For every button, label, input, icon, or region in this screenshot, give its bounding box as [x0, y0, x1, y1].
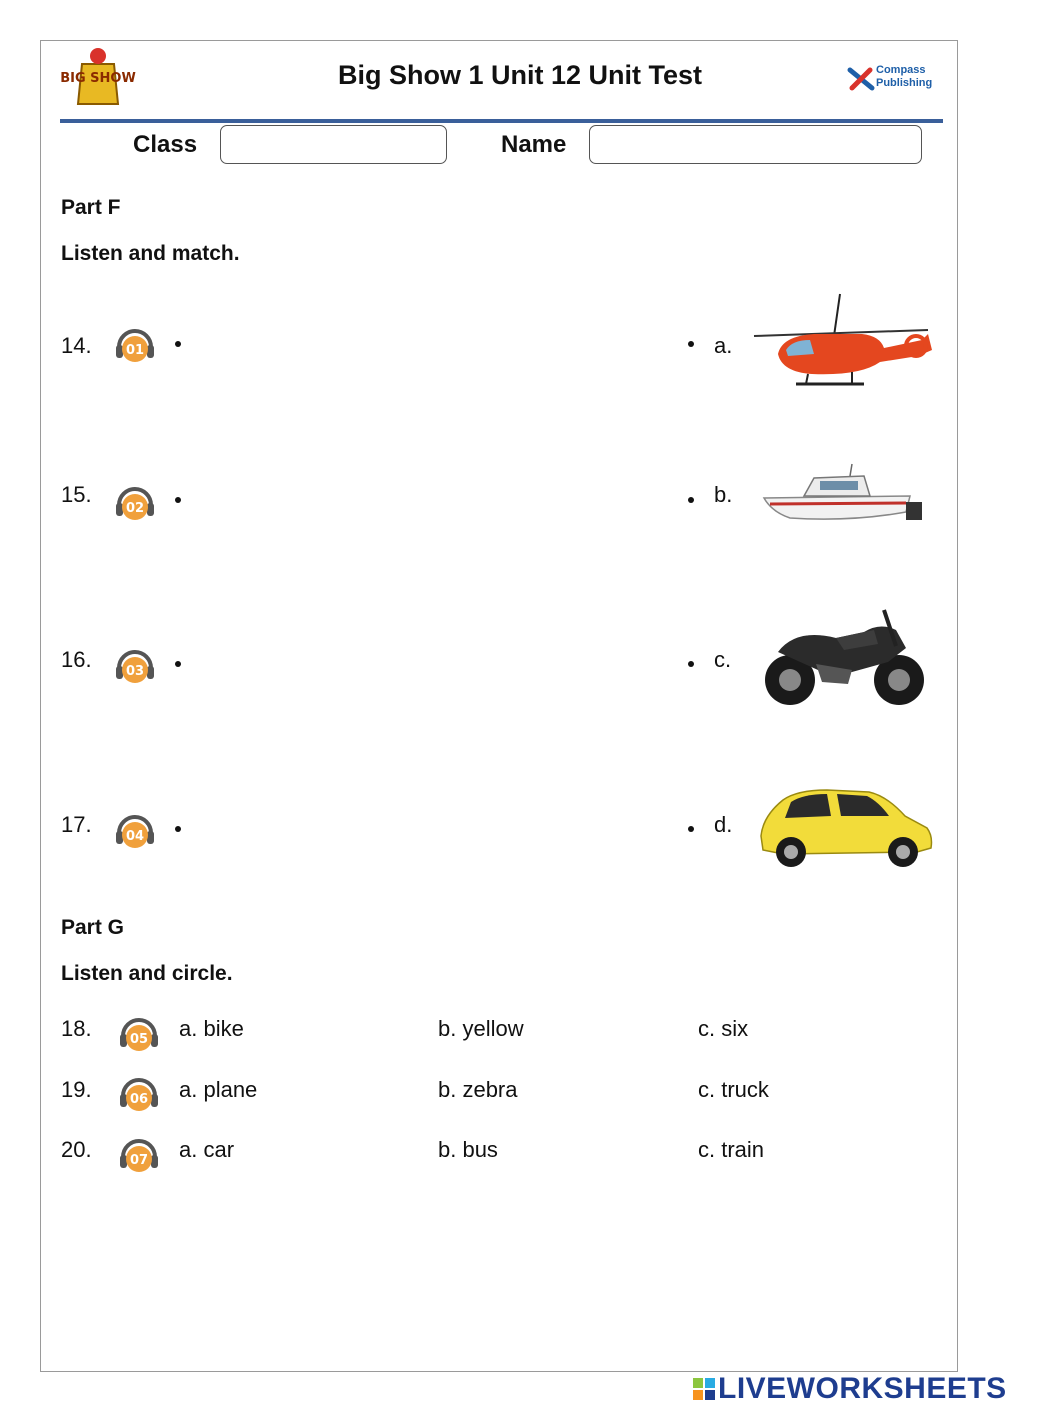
svg-text:06: 06 [129, 1092, 149, 1107]
match-dot-right[interactable] [688, 497, 694, 503]
name-label: Name [501, 131, 567, 158]
svg-text:05: 05 [129, 1032, 149, 1047]
svg-text:07: 07 [129, 1153, 149, 1168]
option-b[interactable]: b. yellow [438, 1016, 524, 1041]
choice-letter: d. [714, 812, 733, 837]
svg-text:03: 03 [125, 664, 145, 679]
question-number: 15. [61, 482, 92, 507]
compass-logo-line1: Compass [876, 64, 926, 76]
question-number: 17. [61, 812, 92, 837]
svg-text:01: 01 [125, 343, 145, 358]
headphone-audio-icon[interactable] [117, 1072, 161, 1116]
class-label: Class [133, 131, 198, 158]
match-dot-right[interactable] [688, 826, 694, 832]
choice-letter: a. [714, 333, 733, 358]
option-c[interactable]: c. truck [698, 1077, 769, 1102]
header-rule [60, 119, 943, 123]
match-dot-left[interactable] [175, 661, 181, 667]
motorcycle-picture [756, 600, 930, 710]
match-dot-right[interactable] [688, 341, 694, 347]
option-a[interactable]: a. bike [179, 1016, 244, 1041]
liveworksheets-logo-icon [693, 1378, 715, 1400]
part-f-instruction: Listen and match. [61, 242, 240, 265]
svg-text:02: 02 [125, 501, 145, 516]
svg-text:04: 04 [125, 829, 145, 844]
question-number: 16. [61, 647, 92, 672]
helicopter-picture [752, 292, 936, 396]
car-picture [757, 786, 935, 870]
headphone-audio-icon[interactable] [113, 809, 157, 853]
part-g-instruction: Listen and circle. [61, 962, 233, 985]
liveworksheets-watermark: LIVEWORKSHEETS [718, 1372, 1007, 1405]
part-f-title: Part F [61, 196, 121, 219]
compass-publishing-logo [846, 62, 936, 96]
question-number: 18. [61, 1016, 92, 1041]
boat-picture [760, 462, 926, 526]
question-number: 19. [61, 1077, 92, 1102]
headphone-audio-icon[interactable] [117, 1133, 161, 1177]
match-dot-left[interactable] [175, 497, 181, 503]
svg-text:BIG SHOW: BIG SHOW [60, 71, 136, 86]
headphone-audio-icon[interactable] [113, 644, 157, 688]
option-c[interactable]: c. six [698, 1016, 749, 1041]
match-dot-left[interactable] [175, 341, 181, 347]
match-dot-left[interactable] [175, 826, 181, 832]
headphone-audio-icon[interactable] [113, 323, 157, 367]
match-dot-right[interactable] [688, 661, 694, 667]
option-c[interactable]: c. train [698, 1137, 765, 1162]
question-number: 14. [61, 333, 92, 358]
question-number: 20. [61, 1137, 92, 1162]
choice-letter: b. [714, 482, 733, 507]
choice-letter: c. [714, 647, 732, 672]
headphone-audio-icon[interactable] [113, 481, 157, 525]
compass-star-icon [846, 64, 876, 94]
option-a[interactable]: a. plane [179, 1077, 258, 1102]
option-a[interactable]: a. car [179, 1137, 235, 1162]
class-input[interactable] [220, 125, 447, 164]
option-b[interactable]: b. bus [438, 1137, 498, 1162]
option-b[interactable]: b. zebra [438, 1077, 518, 1102]
compass-logo-line2: Publishing [876, 77, 933, 89]
headphone-audio-icon[interactable] [117, 1012, 161, 1056]
page-title: Big Show 1 Unit 12 Unit Test [337, 60, 703, 90]
name-input[interactable] [589, 125, 922, 164]
part-g-title: Part G [61, 916, 125, 939]
